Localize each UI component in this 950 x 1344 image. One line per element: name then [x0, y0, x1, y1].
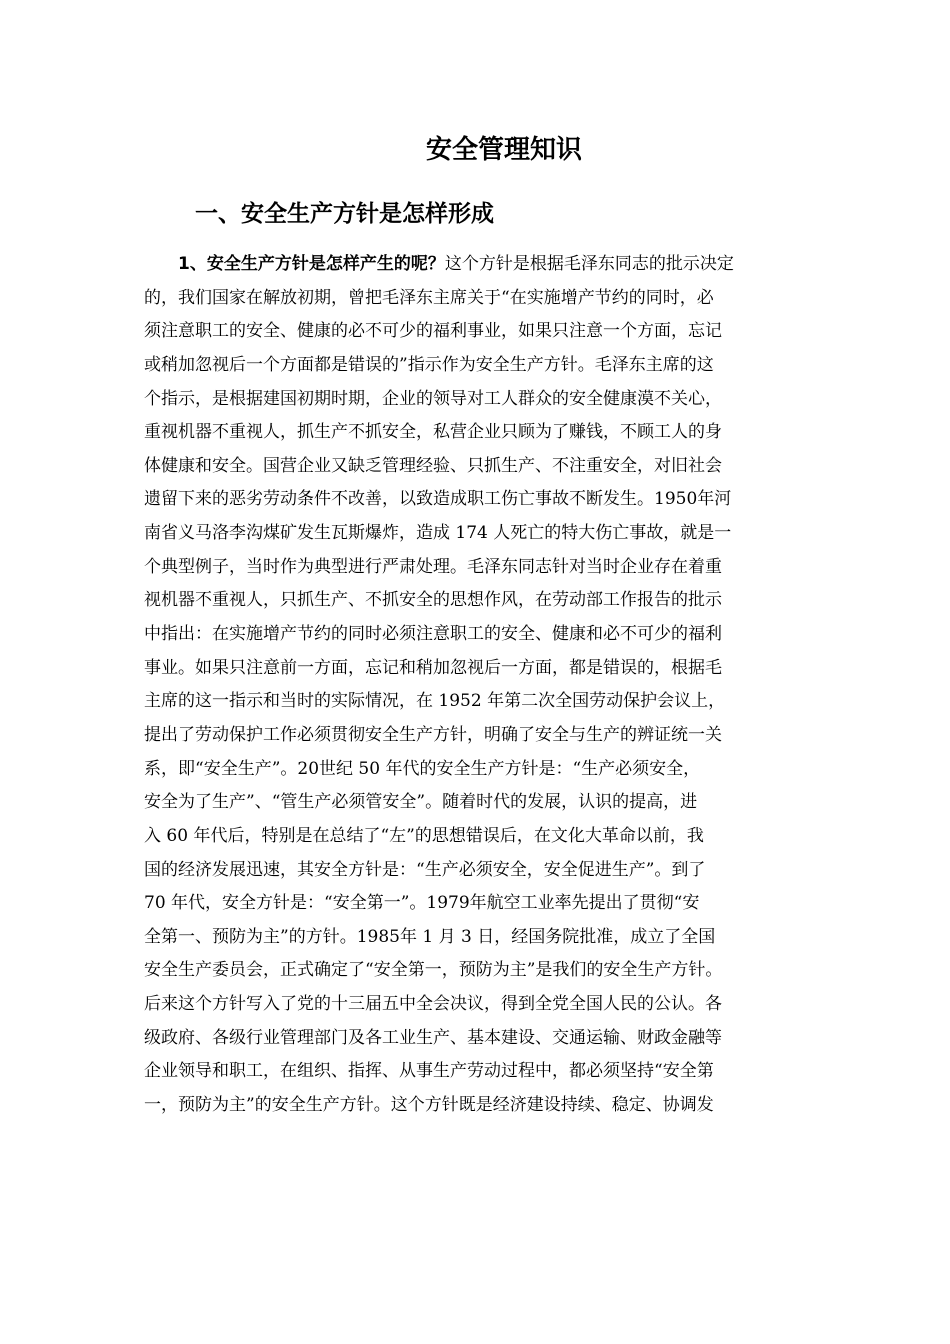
paragraph-line: 入 60 年代后，特别是在总结了“左”的思想错误后，在文化大革命以前，我	[144, 825, 704, 846]
paragraph-line: 安全为了生产”、“管生产必须管安全”。随着时代的发展，认识的提高，进	[144, 792, 698, 813]
paragraph-line: 体健康和安全。国营企业又缺乏管理经验、只抓生产、不注重安全，对旧社会	[144, 455, 722, 476]
paragraph-line: 全第一、预防为主”的方针。1985年 1 月 3 日，经国务院批准，成立了全国	[144, 926, 716, 947]
paragraph-line: 企业领导和职工，在组织、指挥、从事生产劳动过程中，都必须坚持“安全第	[144, 1061, 714, 1082]
paragraph-line: 或稍加忽视后一个方面都是错误的”指示作为安全生产方针。毛泽东主席的这	[144, 354, 714, 375]
paragraph-line: 国的经济发展迅速，其安全方针是：“生产必须安全，安全促进生产”。到了	[144, 859, 706, 880]
paragraph-line: 提出了劳动保护工作必须贯彻安全生产方针，明确了安全与生产的辨证统一关	[144, 724, 722, 745]
paragraph-line: 系，即“安全生产”。20世纪 50 年代的安全生产方针是：“生产必须安全，	[144, 758, 701, 779]
paragraph-line	[144, 248, 834, 282]
paragraph-line: 个指示，是根据建国初期时期，企业的领导对工人群众的安全健康漠不关心，	[144, 388, 722, 409]
paragraph-line: 后来这个方针写入了党的十三届五中全会决议，得到全党全国人民的公认。各	[144, 994, 722, 1015]
paragraph-line: 一，预防为主”的安全生产方针。这个方针既是经济建设持续、稳定、协调发	[144, 1095, 714, 1116]
document-title: 安全管理知识	[425, 135, 582, 165]
paragraph-line: 中指出：在实施增产节约的同时必须注意职工的安全、健康和必不可少的福利	[144, 624, 722, 645]
paragraph-line: 的，我们国家在解放初期，曾把毛泽东主席关于“在实施增产节约的同时，必	[144, 287, 714, 308]
paragraph-line: 安全生产委员会，正式确定了“安全第一，预防为主”是我们的安全生产方针。	[144, 960, 723, 981]
paragraph-line: 视机器不重视人，只抓生产、不抓安全的思想作风，在劳动部工作报告的批示	[144, 590, 722, 611]
paragraph-line: 70 年代，安全方针是：“安全第一”。1979年航空工业率先提出了贯彻“安	[144, 893, 700, 914]
paragraph-line: 重视机器不重视人，抓生产不抓安全，私营企业只顾为了赚钱，不顾工人的身	[144, 422, 722, 443]
paragraph-line: 事业。如果只注意前一方面，忘记和稍加忽视后一方面，都是错误的，根据毛	[144, 657, 722, 678]
paragraph-line: 南省义马洛李沟煤矿发生瓦斯爆炸，造成 174 人死亡的特大伤亡事故，就是一	[144, 523, 732, 544]
paragraph-line: 级政府、各级行业管理部门及各工业生产、基本建设、交通运输、财政金融等	[144, 1027, 722, 1048]
paragraph-lead-question: 1、安全生产方针是怎样产生的呢？	[178, 254, 445, 274]
paragraph-line: 主席的这一指示和当时的实际情况，在 1952 年第二次全国劳动保护会议上，	[144, 691, 726, 712]
section-heading: 一、安全生产方针是怎样形成	[195, 201, 494, 227]
paragraph-line: 个典型例子，当时作为典型进行严肃处理。毛泽东同志针对当时企业存在着重	[144, 556, 722, 577]
paragraph-line-text: 这个方针是根据毛泽东同志的批示决定	[444, 254, 734, 274]
body-paragraph	[144, 248, 834, 1123]
paragraph-line: 遗留下来的恶劣劳动条件不改善，以致造成职工伤亡事故不断发生。1950年河	[144, 489, 732, 510]
paragraph-line: 须注意职工的安全、健康的必不可少的福利事业，如果只注意一个方面，忘记	[144, 321, 722, 342]
